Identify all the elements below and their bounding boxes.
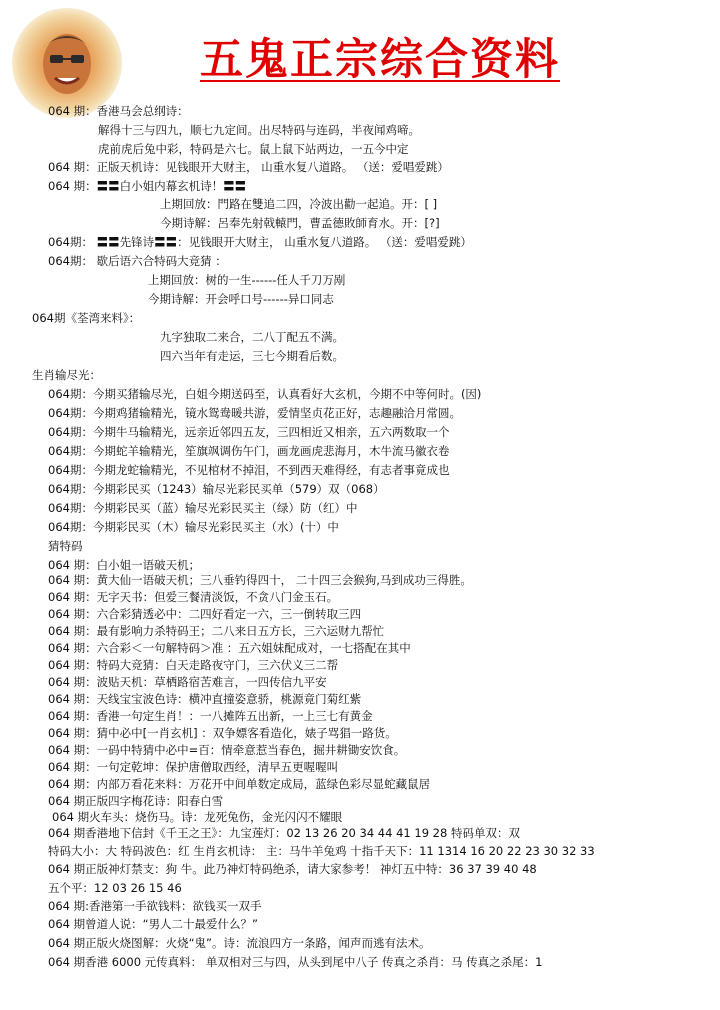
text-line: 064 期：黄大仙一语破天机；三八垂钓得四十， 二十四三会猴狗,马到成功三得胜。 bbox=[48, 573, 472, 587]
text-line: 064 期：波贴天机：草栖路宿苦难言，一四传信九平安 bbox=[48, 675, 327, 689]
text-line: 064期： 〓〓先锋诗〓〓：见钱眼开大财主， 山重水复八道路。 （送：爱唱爱跳） bbox=[48, 235, 472, 249]
text-line: 特码大小：大 特码波色：红 生肖玄机诗： 主：马牛羊兔鸡 十指千天下：11 1314 16 20 22 23 30 32 33 bbox=[48, 844, 595, 858]
text-line: 064 期：一码中特猜中必中=百：情牵意惹当春色，掘井耕锄安饮食。 bbox=[48, 743, 406, 757]
text-line: 064 期：香港马会总纲诗： bbox=[48, 104, 189, 118]
text-line: 064 期：一句定乾坤：保护唐僧取西经，清早五更喔喔叫 bbox=[48, 760, 339, 774]
text-line: 064 期火车头：烧伤马。诗：龙死兔伤，金光闪闪不耀眼 bbox=[52, 810, 343, 824]
text-line: 064 期：无字天书：但爱三餐清淡饭，不贪八门金玉石。 bbox=[48, 590, 339, 604]
text-line: 064期： 歇后语六合特码大竞猜 ： bbox=[48, 254, 227, 268]
text-line: 064期：今期鸡猪输精光，镜水鸳鸯暖共游，爱情坚贞花正好，志趣融洽月常圆。 bbox=[48, 406, 461, 420]
text-line: 四六当年有走运，三七今期看后数。 bbox=[160, 349, 344, 363]
text-line: 064 期:香港第一手欲钱料：欲钱买一双手 bbox=[48, 899, 262, 913]
text-line: 生肖输尽光： bbox=[32, 368, 101, 382]
text-line: 064 期正版神灯禁支：狗 牛。此乃神灯特码绝杀，请大家参考！ 神灯五中特：36 37 39 40 48 bbox=[48, 862, 537, 876]
text-line: 064期：今期龙蛇输精光，不见棺材不掉泪，不到西天难得经，有志者事竟成也 bbox=[48, 463, 450, 477]
text-line: 064 期正版火烧图解：火烧“鬼”。诗：流浪四方一条路，闻声而逃有法术。 bbox=[48, 936, 431, 950]
text-line: 064 期：正版天机诗：见钱眼开大财主， 山重水复八道路。 （送：爱唱爱跳） bbox=[48, 160, 449, 174]
text-line: 064 期曾道人说：“男人二十最爱什么？” bbox=[48, 917, 259, 931]
text-line: 064 期：特码大竞猜：白天走路夜守门，三六伏义三二帮 bbox=[48, 658, 339, 672]
text-line: 064期《荃湾来料》： bbox=[32, 311, 141, 325]
text-line: 064 期：猜中必中[一肖玄机] ：双争嫖客看造化，婊子骂猖一路货。 bbox=[48, 726, 397, 740]
text-line: 064 期香港 6000 元传真料： 单双相对三与四，从头到尾中八子 传真之杀肖：马 传真之杀尾：1 bbox=[48, 955, 543, 969]
text-line: 上期回放：門路在雙追二四，冷波出勸一起追。开：[ ] bbox=[160, 197, 438, 211]
text-line: 虎前虎后兔中彩，特码是六七。鼠上鼠下站两边，一五今中定 bbox=[98, 142, 409, 156]
text-line: 上期回放：树的一生------任人千刀万剐 bbox=[148, 273, 346, 287]
text-line: 064 期正版四字梅花诗：阳春白雪 bbox=[48, 794, 224, 808]
text-line: 064 期：六合彩＜一句解特码＞准 ：五六姐妹配成对，一七搭配在其中 bbox=[48, 641, 411, 655]
text-line: 今期诗解：开会呼口号------异口同志 bbox=[148, 292, 334, 306]
text-line: 064 期：香港一句定生肖！：一八摊阵五出新，一上三七有黄金 bbox=[48, 709, 373, 723]
text-line: 五个平：12 03 26 15 46 bbox=[48, 881, 182, 895]
text-line: 064期：今期买猪输尽光，白姐今期送码至，认真看好大玄机，今期不中等何时。(因) bbox=[48, 387, 482, 401]
text-line: 064期：今期蛇羊输精光，笙旗飒调伤午门，画龙画虎悲海月，木牛流马徽衣卷 bbox=[48, 444, 450, 458]
text-line: 064 期香港地下信封《千王之王》：九宝莲灯：02 13 26 20 34 44 41 19 28 特码单双：双 bbox=[48, 826, 520, 840]
text-line: 今期诗解：呂奉先射戟轅門，曹孟德敗師育水。开：[?] bbox=[160, 216, 440, 230]
text-line: 解得十三与四九，顺七九定间。出尽特码与连码，半夜闻鸡啼。 bbox=[98, 123, 420, 137]
text-line: 064 期：最有影响力杀特码王；二八来日五方长，三六运财九帮忙 bbox=[48, 624, 385, 638]
text-line: 064期：今期彩民买（蓝）输尽光彩民买主（绿）防（红）中 bbox=[48, 501, 358, 515]
text-line: 064期：今期牛马输精光，远亲近邻四五友，三四相近又相亲，五六两数取一个 bbox=[48, 425, 450, 439]
text-line: 064 期：内部万看花来料：万花开中间单数定成局，蓝绿色彩尽显蛇藏鼠居 bbox=[48, 777, 431, 791]
text-line: 064 期：天线宝宝波色诗：横冲直撞姿意骄，桃源竟门菊红紫 bbox=[48, 692, 362, 706]
avatar bbox=[12, 8, 122, 118]
text-line: 064 期：〓〓白小姐内幕玄机诗！〓〓 bbox=[48, 179, 247, 193]
text-line: 064 期：白小姐一语破天机； bbox=[48, 558, 201, 572]
face-portrait-icon bbox=[12, 8, 122, 118]
text-line: 猜特码 bbox=[48, 539, 83, 553]
text-line: 064 期：六合彩猜透必中：二四好看定一六，三一倒转取三四 bbox=[48, 607, 362, 621]
text-line: 九字独取二来合，二八丁配五不满。 bbox=[160, 330, 344, 344]
page-title: 五鬼正宗综合资料 bbox=[200, 35, 560, 85]
text-line: 064期：今期彩民买（木）输尽光彩民买主（水）(十）中 bbox=[48, 520, 339, 534]
text-line: 064期：今期彩民买（1243）输尽光彩民买单（579）双（068） bbox=[48, 482, 385, 496]
